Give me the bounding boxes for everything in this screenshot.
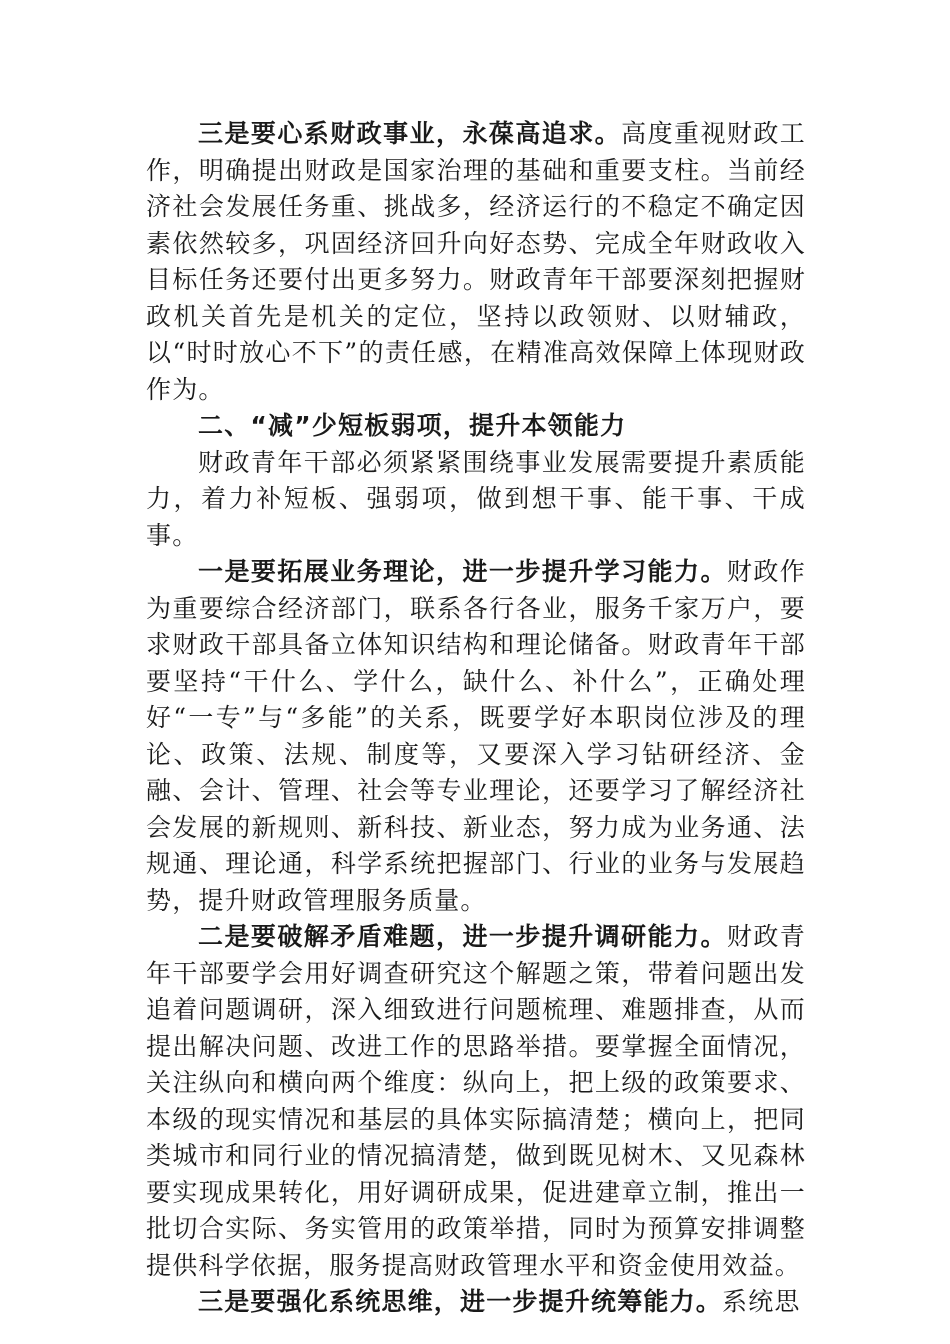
paragraph-body: 财政作为重要综合经济部门，联系各行各业，服务千家万户，要求财政干部具备立体知识结构和理论储备。财政青年干部要坚持“干什么、学什么，缺什么、补什么”，正确处理好“一专”与“多能”的关系，既要学好本职岗位涉及的理论、政策、法规、制度等，又要深入学习钻研经济、金融、会计、管理、社会等专业理论，还要学习了解经济社会发展的新规则、新科技、新业态，努力成为业务通、法规通、理论通，科学系统把握部门、行业的业务与发展趋势，提升财政管理服务质量。 (146, 557, 806, 915)
paragraph-fiscal-cause (146, 116, 806, 408)
paragraph-intro: 财政青年干部必须紧紧围绕事业发展需要提升素质能力，着力补短板、强弱项，做到想干事、能干事、干成事。 (146, 447, 806, 550)
document-page (146, 116, 806, 1321)
paragraph-lead: 二是要破解矛盾难题，进一步提升调研能力。 (198, 922, 727, 951)
paragraph-research (146, 919, 806, 1284)
paragraph-lead: 三是要强化系统思维，进一步提升统筹能力。 (198, 1287, 723, 1316)
paragraph-learning (146, 554, 806, 919)
paragraph-body: 高度重视财政工作，明确提出财政是国家治理的基础和重要支柱。当前经济社会发展任务重、挑战多，经济运行的不稳定不确定因素依然较多，巩固经济回升向好态势、完成全年财政收入目标任务还要付出更多努力。财政青年干部要深刻把握财政机关首先是机关的定位，坚持以政领财、以财辅政，以“时时放心不下”的责任感，在精准高效保障上体现财政作为。 (146, 119, 806, 404)
paragraph-body: 财政青年干部要学会用好调查研究这个解题之策，带着问题出发追着问题调研，深入细致进行问题梳理、难题排查，从而提出解决问题、改进工作的思路举措。要掌握全面情况，关注纵向和横向两个维度：纵向上，把上级的政策要求、本级的现实情况和基层的具体实际搞清楚；横向上，把同类城市和同行业的情况搞清楚，做到既见树木、又见森林要实现成果转化，用好调研成果，促进建章立制，推出一批切合实际、务实管用的政策举措，同时为预算安排调整提供科学依据，服务提高财政管理水平和资金使用效益。 (146, 922, 806, 1280)
paragraph-body: 系统思 (722, 1287, 801, 1316)
section-heading: 二、“减”少短板弱项，提升本领能力 (198, 411, 627, 440)
paragraph-systems-thinking (146, 1284, 806, 1321)
paragraph-lead: 一是要拓展业务理论，进一步提升学习能力。 (198, 557, 727, 586)
paragraph-lead: 三是要心系财政事业，永葆高追求。 (198, 119, 622, 148)
